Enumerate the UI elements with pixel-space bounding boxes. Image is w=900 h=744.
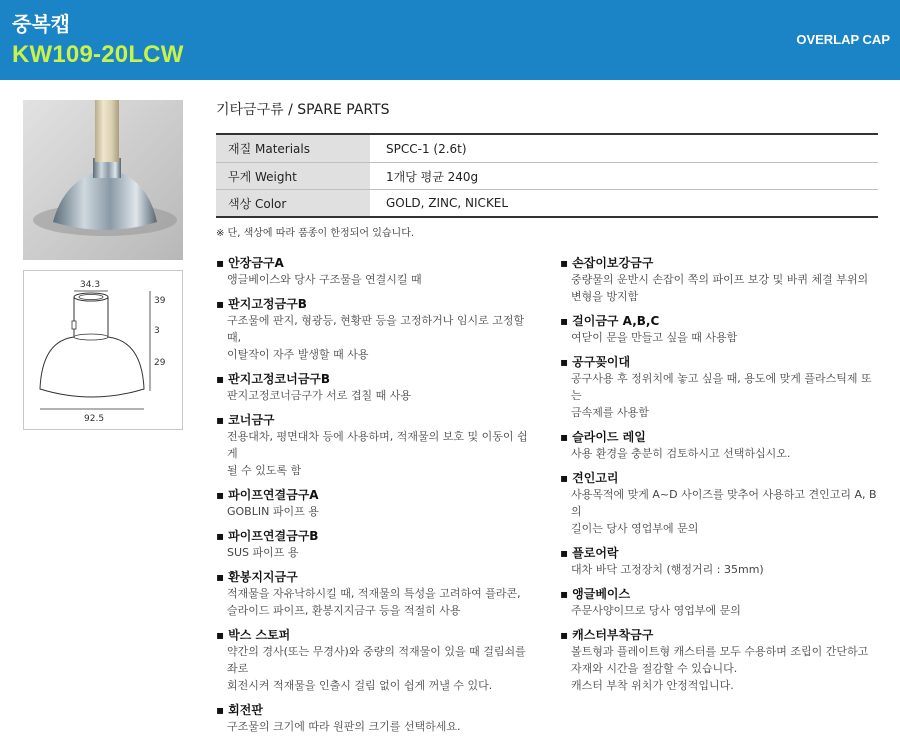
item-name: 앵글베이스 — [572, 587, 631, 601]
item-name: 안장금구A — [228, 256, 284, 270]
list-item — [560, 546, 880, 578]
item-desc: 판지고정코너금구가 서로 겹칠 때 사용 — [227, 389, 412, 402]
bullet-icon: ▪ — [216, 372, 225, 386]
dim-h1-label: 39 — [154, 296, 166, 306]
item-desc: 여닫이 문을 만들고 싶을 때 사용함 — [571, 331, 738, 344]
bullet-icon: ▪ — [216, 488, 225, 502]
bullet-icon: ▪ — [560, 587, 569, 601]
item-desc: SUS 파이프 용 — [227, 546, 299, 559]
item-desc: 사용 환경을 충분히 검토하시고 선택하십시오. — [571, 447, 791, 460]
list-item — [216, 372, 536, 404]
dim-h3-label: 29 — [154, 358, 166, 368]
list-item — [216, 703, 536, 735]
item-desc: 약간의 경사(또는 무경사)와 중량의 적재물이 있을 때 걸림쇠를 좌로 회전시켜 적재물을 인출시 걸림 없이 쉽게 꺼낼 수 있다. — [227, 645, 526, 692]
list-item — [216, 488, 536, 520]
item-desc: 구조물에 판지, 형광등, 현황판 등을 고정하거나 임시로 고정할 때, 이탈작이 자주 발생할 때 사용 — [227, 314, 525, 361]
bullet-icon: ▪ — [560, 314, 569, 328]
item-name: 파이프연결금구B — [228, 529, 319, 543]
parts-list-left — [216, 256, 536, 744]
dim-bottom-label: 92.5 — [84, 414, 105, 424]
parts-list-right — [560, 256, 880, 703]
item-name: 걸이금구 A,B,C — [572, 314, 660, 328]
dimension-drawing — [23, 270, 183, 430]
product-model-code: KW109-20LCW — [12, 41, 184, 68]
dim-top-label: 34.3 — [80, 280, 101, 290]
item-desc: 중량물의 운반시 손잡이 쪽의 파이프 보강 및 바퀴 체결 부위의 변형을 방지함 — [571, 273, 869, 303]
list-item — [216, 570, 536, 619]
item-desc: 공구사용 후 정위치에 놓고 싶을 때, 용도에 맞게 플라스틱제 또는 금속제를 사용함 — [571, 372, 872, 419]
item-desc: 앵글베이스와 당사 구조물을 연결시킬 때 — [227, 273, 422, 286]
item-name: 판지고정코너금구B — [228, 372, 331, 386]
spec-row-weight — [216, 162, 878, 189]
product-photo — [23, 100, 183, 260]
item-desc: 적재물을 자유낙하시킬 때, 적재물의 특성을 고려하여 플라콘, 슬라이드 파이프, 환봉지지금구 등을 적절히 사용 — [227, 587, 521, 617]
list-item — [560, 355, 880, 421]
bullet-icon: ▪ — [216, 570, 225, 584]
spec-value: GOLD, ZINC, NICKEL — [386, 196, 509, 210]
color-note: ※ 단, 색상에 따라 품종이 한정되어 있습니다. — [216, 228, 415, 239]
item-desc: 주문사양이므로 당사 영업부에 문의 — [571, 604, 741, 617]
list-item — [560, 628, 880, 694]
product-title-english: OVERLAP CAP — [796, 32, 890, 47]
item-name: 손잡이보강금구 — [572, 256, 654, 270]
item-name: 공구꽂이대 — [572, 355, 631, 369]
spec-value: 1개당 평균 240g — [386, 169, 479, 184]
spec-label: 무게 Weight — [216, 163, 370, 189]
list-item — [216, 297, 536, 363]
list-item — [560, 587, 880, 619]
section-title: 기타금구류 / SPARE PARTS — [216, 102, 390, 118]
item-name: 회전판 — [228, 703, 263, 717]
bullet-icon: ▪ — [560, 628, 569, 642]
bullet-icon: ▪ — [216, 628, 225, 642]
spec-label: 색상 Color — [216, 190, 370, 216]
product-title-korean: 중복캡 — [12, 12, 70, 36]
item-desc: 볼트형과 플레이트형 캐스터를 모두 수용하며 조립이 간단하고 자재와 시간을 절감할 수 있습니다. 캐스터 부착 위치가 안정적입니다. — [571, 645, 869, 692]
bullet-icon: ▪ — [216, 256, 225, 270]
list-item — [216, 628, 536, 694]
item-desc: 대차 바닥 고정장치 (행정거리 : 35mm) — [571, 563, 764, 576]
bullet-icon: ▪ — [560, 546, 569, 560]
bullet-icon: ▪ — [216, 529, 225, 543]
item-name: 환봉지지금구 — [228, 570, 298, 584]
list-item — [216, 413, 536, 479]
spec-value: SPCC-1 (2.6t) — [386, 141, 467, 156]
dim-h2-label: 3 — [154, 326, 160, 336]
item-desc: GOBLIN 파이프 용 — [227, 505, 319, 518]
list-item — [560, 471, 880, 537]
list-item — [560, 430, 880, 462]
spec-row-materials — [216, 135, 878, 162]
list-item — [560, 256, 880, 305]
page-header — [0, 0, 900, 80]
bullet-icon: ▪ — [560, 471, 569, 485]
item-desc: 사용목적에 맞게 A~D 사이즈를 맞추어 사용하고 견인고리 A, B의 길이는 당사 영업부에 문의 — [571, 488, 877, 535]
item-name: 플로어락 — [572, 546, 619, 560]
bullet-icon: ▪ — [216, 297, 225, 311]
item-name: 판지고정금구B — [228, 297, 307, 311]
item-name: 캐스터부착금구 — [572, 628, 654, 642]
bullet-icon: ▪ — [560, 430, 569, 444]
list-item — [216, 256, 536, 288]
item-desc: 구조물의 크기에 따라 원판의 크기를 선택하세요. — [227, 720, 461, 733]
spec-label: 재질 Materials — [216, 135, 370, 162]
item-name: 코너금구 — [228, 413, 275, 427]
item-name: 견인고리 — [572, 471, 619, 485]
item-name: 파이프연결금구A — [228, 488, 319, 502]
bullet-icon: ▪ — [560, 355, 569, 369]
item-name: 박스 스토퍼 — [228, 628, 291, 642]
bullet-icon: ▪ — [216, 413, 225, 427]
item-desc: 전용대차, 평면대차 등에 사용하며, 적재물의 보호 및 이동이 쉽게 될 수 있도록 함 — [227, 430, 528, 477]
spec-row-color — [216, 189, 878, 216]
list-item — [216, 529, 536, 561]
bullet-icon: ▪ — [560, 256, 569, 270]
bullet-icon: ▪ — [216, 703, 225, 717]
list-item — [560, 314, 880, 346]
item-name: 슬라이드 레일 — [572, 430, 646, 444]
spec-table — [216, 133, 878, 218]
